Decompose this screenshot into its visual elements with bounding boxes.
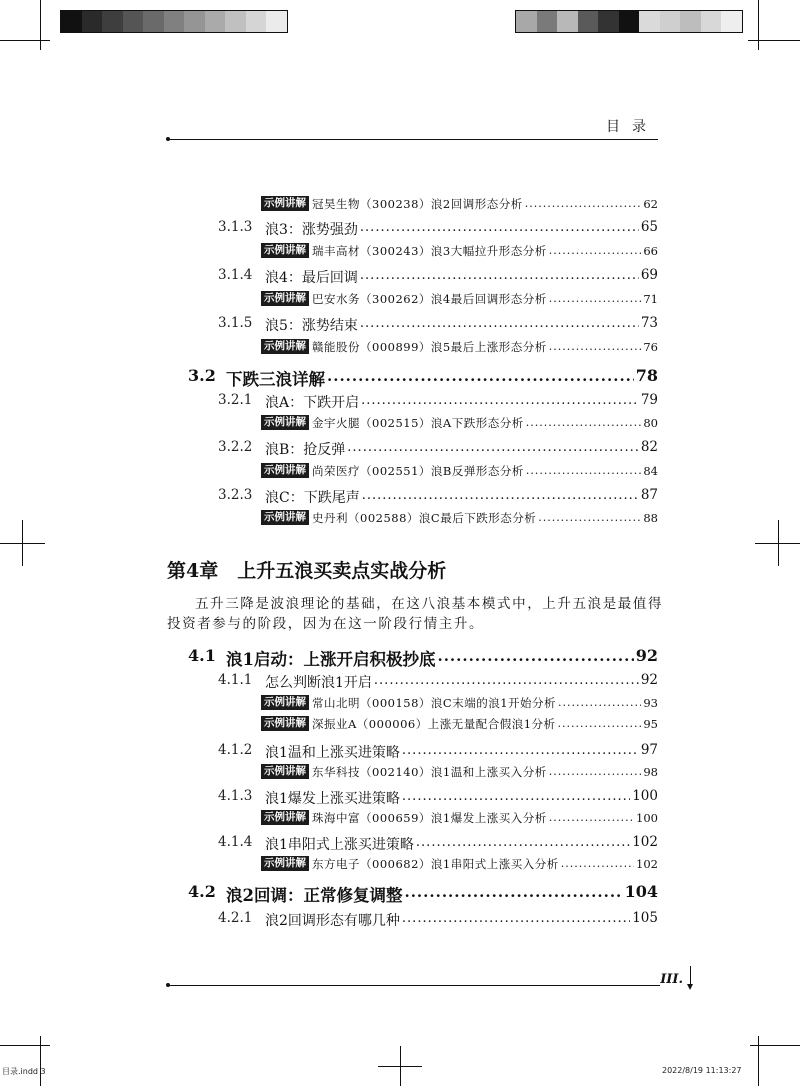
- toc-page: 97: [640, 742, 658, 758]
- toc-text: 下跌三浪详解: [226, 370, 325, 389]
- toc-text: 浪1温和上涨买进策略: [265, 745, 400, 761]
- leader-dots: [558, 697, 641, 708]
- leader-dots: [347, 441, 639, 454]
- color-swatch: [184, 11, 205, 32]
- toc-text: 赣能股份（000899）浪5最后上涨形态分析: [312, 340, 547, 354]
- toc-text: 浪1爆发上涨买进策略: [265, 791, 400, 807]
- leader-dots: [549, 245, 642, 256]
- toc-number: 3.2: [188, 366, 216, 385]
- toc-example-row: [0, 694, 800, 716]
- leader-dots: [549, 766, 642, 777]
- toc-text: 常山北明（000158）浪C末端的浪1开始分析: [312, 696, 557, 710]
- toc-text: 史丹利（002588）浪C最后下跌形态分析: [312, 511, 537, 525]
- example-badge: 示例讲解: [261, 810, 309, 825]
- toc-text: 浪B：抢反弹: [265, 442, 346, 458]
- crop-mark: [0, 40, 50, 41]
- toc-page: 76: [643, 340, 658, 354]
- toc-number: 4.1.4: [218, 834, 253, 850]
- example-badge: 示例讲解: [261, 716, 309, 731]
- chapter-title: 第4章 上升五浪买卖点实战分析: [167, 560, 447, 582]
- toc-page: 95: [643, 717, 658, 731]
- toc-example-row: [0, 290, 800, 312]
- toc-example-row: [0, 763, 800, 785]
- color-swatch: [598, 11, 619, 32]
- toc-number: 4.1.1: [218, 672, 253, 688]
- crop-mark: [758, 0, 759, 50]
- toc-sub-row: [0, 742, 800, 764]
- toc-example-row: [0, 855, 800, 877]
- leader-dots: [404, 885, 622, 900]
- toc-sub-row: [0, 267, 800, 289]
- toc-sub-row: [0, 315, 800, 337]
- color-swatch: [680, 11, 701, 32]
- crop-mark: [40, 1036, 41, 1086]
- toc-number: 3.2.1: [218, 392, 253, 408]
- color-swatch: [721, 11, 742, 32]
- toc-sub-row: [0, 910, 800, 932]
- toc-number: 3.2.2: [218, 439, 253, 455]
- toc-sub-row: [0, 788, 800, 810]
- toc-page: 92: [640, 672, 658, 688]
- toc-page: 100: [636, 811, 658, 825]
- toc-text: 浪2回调：正常修复调整: [226, 886, 403, 905]
- toc-sub-row: [0, 392, 800, 414]
- toc-example-row: [0, 242, 800, 264]
- leader-dots: [549, 812, 634, 823]
- example-badge: 示例讲解: [261, 415, 309, 430]
- example-badge: 示例讲解: [261, 339, 309, 354]
- color-swatch: [61, 11, 82, 32]
- leader-dots: [538, 512, 641, 523]
- chapter-intro-line-1: 五升三降是波浪理论的基础，在这八浪基本模式中，上升五浪是最值得: [195, 596, 664, 612]
- toc-text: 金宇火腿（002515）浪A下跌形态分析: [312, 416, 524, 430]
- toc-text: 浪5：涨势结束: [265, 318, 358, 334]
- leader-dots: [374, 674, 639, 687]
- toc-section-row: [0, 646, 800, 668]
- toc-text: 浪2回调形态有哪几种: [265, 913, 400, 929]
- toc-section-row: [0, 882, 800, 904]
- color-swatch: [82, 11, 103, 32]
- color-swatch: [123, 11, 144, 32]
- example-badge: 示例讲解: [261, 856, 309, 871]
- toc-page: 92: [635, 646, 658, 665]
- toc-example-row: [0, 338, 800, 360]
- leader-dots: [549, 293, 642, 304]
- example-badge: 示例讲解: [261, 196, 309, 211]
- leader-dots: [437, 649, 633, 664]
- toc-text: 深振业A（000006）上涨无量配合假浪1分析: [312, 717, 556, 731]
- toc-sub-row: [0, 672, 800, 694]
- running-header: 目录: [606, 119, 658, 135]
- color-bar-left: [60, 10, 288, 33]
- toc-page: 79: [640, 392, 658, 408]
- toc-example-row: [0, 462, 800, 484]
- color-swatch: [205, 11, 226, 32]
- toc-page: 80: [643, 416, 658, 430]
- color-swatch: [660, 11, 681, 32]
- leader-dots: [525, 198, 642, 209]
- toc-sub-row: [0, 439, 800, 461]
- color-swatch: [266, 11, 287, 32]
- toc-section-row: [0, 366, 800, 388]
- toc-text: 珠海中富（000659）浪1爆发上涨买入分析: [312, 811, 547, 825]
- leader-dots: [402, 790, 630, 803]
- toc-sub-row: [0, 834, 800, 856]
- toc-page: 71: [643, 292, 658, 306]
- toc-page: 102: [636, 857, 658, 871]
- toc-page: 62: [643, 197, 658, 211]
- leader-dots: [327, 369, 634, 384]
- toc-text: 浪3：涨势强劲: [265, 222, 358, 238]
- toc-sub-row: [0, 487, 800, 509]
- leader-dots: [549, 341, 642, 352]
- toc-number: 3.1.3: [218, 219, 253, 235]
- crop-mark: [748, 40, 800, 41]
- toc-text: 冠昊生物（300238）浪2回调形态分析: [312, 197, 523, 211]
- example-badge: 示例讲解: [261, 463, 309, 478]
- leader-dots: [561, 858, 634, 869]
- toc-number: 3.1.4: [218, 267, 253, 283]
- crop-mark: [750, 1045, 800, 1046]
- color-swatch: [578, 11, 599, 32]
- toc-page: 66: [643, 244, 658, 258]
- example-badge: 示例讲解: [261, 764, 309, 779]
- leader-dots: [416, 836, 630, 849]
- color-swatch: [164, 11, 185, 32]
- toc-page: 98: [643, 765, 658, 779]
- toc-text: 东方电子（000682）浪1串阳式上涨买入分析: [312, 857, 559, 871]
- leader-dots: [402, 744, 639, 757]
- header-rule: [168, 139, 658, 140]
- toc-page: 87: [640, 487, 658, 503]
- color-swatch: [537, 11, 558, 32]
- example-badge: 示例讲解: [261, 243, 309, 258]
- toc-page: 88: [643, 511, 658, 525]
- toc-number: 3.2.3: [218, 487, 253, 503]
- footer-rule: [168, 985, 660, 986]
- leader-dots: [362, 489, 639, 502]
- toc-number: 4.1.3: [218, 788, 253, 804]
- toc-page: 69: [640, 267, 658, 283]
- leader-dots: [360, 317, 639, 330]
- toc-text: 浪1启动：上涨开启积极抄底: [226, 650, 436, 669]
- chapter-intro-line-2: 投资者参与的阶段，因为在这一阶段行情主升。: [167, 616, 485, 632]
- toc-number: 4.1: [188, 646, 216, 665]
- leader-dots: [360, 269, 639, 282]
- arrow-down-icon: [690, 966, 691, 986]
- toc-number: 3.1.5: [218, 315, 253, 331]
- toc-text: 尚荣医疗（002551）浪B反弹形态分析: [312, 464, 524, 478]
- toc-text: 巴安水务（300262）浪4最后回调形态分析: [312, 292, 547, 306]
- slug-timestamp: 2022/8/19 11:13:27: [662, 1066, 742, 1075]
- toc-number: 4.2.1: [218, 910, 253, 926]
- toc-page: 82: [640, 439, 658, 455]
- toc-page: 100: [632, 788, 658, 804]
- toc-text: 浪1串阳式上涨买进策略: [265, 837, 414, 853]
- crop-mark: [40, 0, 41, 50]
- color-swatch: [143, 11, 164, 32]
- toc-text: 浪4：最后回调: [265, 270, 358, 286]
- color-swatch: [619, 11, 640, 32]
- toc-text: 东华科技（002140）浪1温和上涨买入分析: [312, 765, 547, 779]
- toc-example-row: [0, 715, 800, 737]
- crop-mark: [758, 1036, 759, 1086]
- page-number: III.: [660, 972, 683, 987]
- color-swatch: [639, 11, 660, 32]
- toc-page: 102: [632, 834, 658, 850]
- leader-dots: [558, 718, 642, 729]
- toc-number: 4.2: [188, 882, 216, 901]
- toc-text: 浪C：下跌尾声: [265, 490, 360, 506]
- toc-page: 65: [640, 219, 658, 235]
- color-bar-right: [515, 10, 743, 33]
- color-swatch: [246, 11, 267, 32]
- color-swatch: [557, 11, 578, 32]
- example-badge: 示例讲解: [261, 510, 309, 525]
- slug-filename: 目录.indd 3: [2, 1067, 46, 1076]
- color-swatch: [225, 11, 246, 32]
- color-swatch: [701, 11, 722, 32]
- color-swatch: [102, 11, 123, 32]
- toc-example-row: [0, 809, 800, 831]
- crop-mark: [378, 1066, 422, 1067]
- crop-mark: [0, 1045, 50, 1046]
- leader-dots: [360, 221, 639, 234]
- toc-text: 瑞丰高材（300243）浪3大幅拉升形态分析: [312, 244, 547, 258]
- toc-number: 4.1.2: [218, 742, 253, 758]
- toc-example-row: [0, 195, 800, 217]
- toc-page: 84: [643, 464, 658, 478]
- toc-example-row: [0, 414, 800, 436]
- toc-page: 93: [643, 696, 658, 710]
- toc-text: 怎么判断浪1开启: [265, 675, 372, 691]
- leader-dots: [526, 417, 642, 428]
- toc-page: 104: [624, 882, 658, 901]
- toc-example-row: [0, 509, 800, 531]
- leader-dots: [361, 394, 639, 407]
- toc-text: 浪A：下跌开启: [265, 395, 360, 411]
- toc-page: 73: [640, 315, 658, 331]
- toc-sub-row: [0, 219, 800, 241]
- example-badge: 示例讲解: [261, 291, 309, 306]
- leader-dots: [526, 465, 642, 476]
- toc-page: 78: [635, 366, 658, 385]
- toc-page: 105: [632, 910, 658, 926]
- example-badge: 示例讲解: [261, 695, 309, 710]
- color-swatch: [516, 11, 537, 32]
- leader-dots: [402, 912, 630, 925]
